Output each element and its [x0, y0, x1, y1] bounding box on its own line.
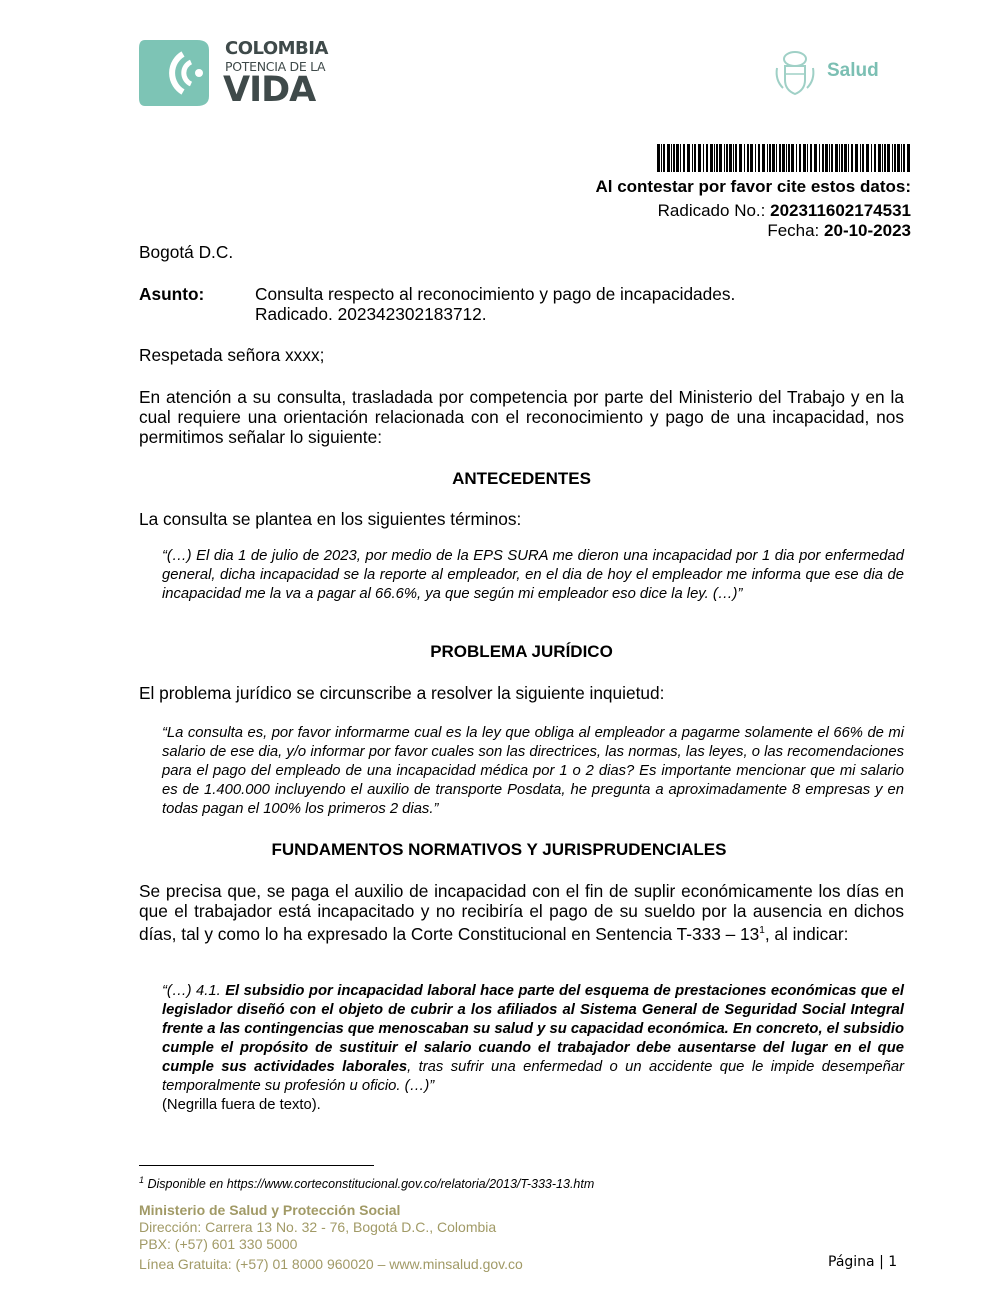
barcode-icon	[657, 144, 911, 172]
colombia-potencia-logo	[139, 38, 334, 110]
logo-mark-icon	[139, 40, 209, 106]
subject-line-1: Consulta respecto al reconocimiento y pago de incapacidades.	[255, 284, 736, 304]
footnote-ref[interactable]: 1	[759, 925, 765, 936]
logo-text-potencia: POTENCIA DE LA	[225, 59, 326, 74]
footer-pbx: PBX: (+57) 601 330 5000	[139, 1236, 298, 1252]
radicado-number-line	[658, 200, 911, 222]
salud-label: Salud	[827, 60, 879, 81]
quote-consulta-1: “(…) El dia 1 de julio de 2023, por medio de la EPS SURA me dieron una incapacidad por 1 dia por enfermedad general, dicha incapacidad se la reporte al empleador, en el dia de hoy el empleador me informa que ese dia de incapacidad me la va a pagar al 66.6%, ya que según mi empleador eso dice la ley. (…)”	[162, 548, 904, 602]
city: Bogotá D.C.	[139, 242, 234, 262]
cite-instructions: Al contestar por favor cite estos datos:	[595, 177, 911, 196]
quote-sentencia-end: , tras sufrir una enfermedad o un accidente que le impide desempeñar temporalmente su profesión u oficio. (…)”	[162, 1059, 904, 1094]
radicado-number-label: Radicado No.:	[657, 201, 766, 220]
footer-line: Línea Gratuita: (+57) 01 8000 960020 – www.minsalud.gov.co	[139, 1256, 523, 1272]
footnote-number: 1	[139, 1175, 145, 1185]
heading-antecedentes: ANTECEDENTES	[452, 469, 591, 488]
footer-org: Ministerio de Salud y Protección Social	[139, 1202, 401, 1218]
intro-paragraph: En atención a su consulta, trasladada por competencia por parte del Ministerio del Trabajo y en la cual requiere una orientación relacionada con el reconocimiento y pago de una incapacidad, nos permitimos señalar lo siguiente:	[139, 387, 904, 447]
quote-consulta-2: “La consulta es, por favor informarme cual es la ley que obliga al empleador a pagarme solamente el 66% de mi salario de ese dia, y/o informar por favor cuales son las directrices, las normas, las leyes, o las recomendaciones para el pago del empleado de una incapacidad médica por 1 o 2 dias? Es importante mencionar que mi salario es de 1.400.000 incluyendo el auxilio de transporte Posdata, he pregunta a aproximadamente 8 empresas y en todas pagan el 100% los primeros 2 dias.”	[162, 725, 904, 817]
footnote-divider	[139, 1165, 374, 1166]
quote-sentencia	[162, 982, 904, 1115]
heading-fundamentos: FUNDAMENTOS NORMATIVOS Y JURISPRUDENCIALES	[271, 840, 727, 859]
page-number: Página | 1	[828, 1254, 898, 1270]
fundamentos-paragraph	[139, 881, 904, 944]
greeting: Respetada señora xxxx;	[139, 345, 325, 365]
antecedentes-paragraph: La consulta se plantea en los siguientes términos:	[139, 509, 522, 529]
quote-sentencia-bold: El subsidio por incapacidad laboral hace parte del esquema de prestaciones económicas que el legislador diseñó con el objeto de cubrir a los afiliados al Sistema General de Seguridad Social Integral frente a las contingencias que menoscaban su salud y su capacidad económica. En concreto, el subsidio cumple el propósito de sustituir el salario cuando el trabajador debe ausentarse del lugar en el que cumple sus actividades laborales	[162, 983, 905, 1075]
footnote-text: Disponible en https://www.corteconstitucional.gov.co/relatoria/2013/T-333-13.htm	[144, 1177, 595, 1192]
logo-text-colombia: COLOMBIA	[225, 38, 328, 59]
logo-text-vida: VIDA	[223, 70, 316, 110]
radicado-number: 202311602174531	[770, 201, 911, 220]
fundamentos-text-end: , al indicar:	[764, 923, 849, 944]
fundamentos-text: Se precisa que, se paga el auxilio de incapacidad con el fin de suplir económicamente los días en que el trabajador está incapacitado y no recibiría el pago de su sueldo por la ausencia en dichos días, tal y como lo ha expresado la Corte Constitucional en Sentencia T-333 – 13	[139, 881, 904, 944]
radicado-date-label: Fecha:	[767, 221, 820, 240]
heading-problema-juridico: PROBLEMA JURÍDICO	[430, 642, 613, 661]
problema-paragraph: El problema jurídico se circunscribe a resolver la siguiente inquietud:	[139, 683, 665, 703]
footer-address: Dirección: Carrera 13 No. 32 - 76, Bogotá D.C., Colombia	[139, 1219, 497, 1235]
quote-sentencia-intro: “(…) 4.1.	[162, 983, 226, 999]
salud-logo	[773, 50, 893, 96]
subject-line-2: Radicado. 202342302183712.	[255, 304, 487, 324]
radicado-date-line	[767, 220, 911, 242]
radicado-date: 20-10-2023	[824, 221, 911, 240]
footnote	[139, 1175, 594, 1191]
subject-label: Asunto:	[139, 284, 205, 304]
quote-sentencia-note: (Negrilla fuera de texto).	[162, 1097, 321, 1113]
coat-of-arms-icon	[773, 50, 817, 96]
